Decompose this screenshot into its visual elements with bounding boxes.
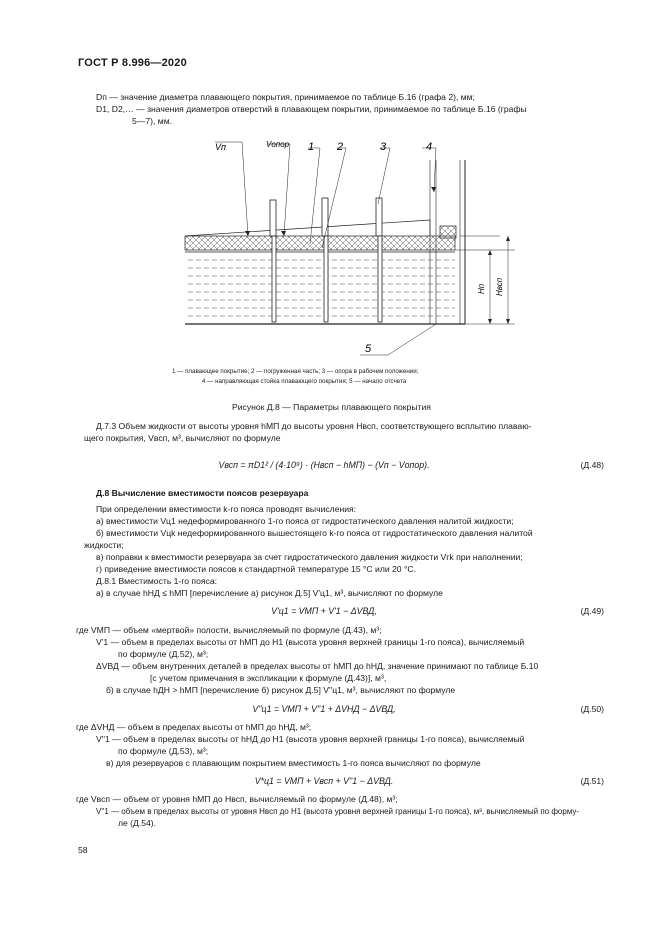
floating-cover (185, 236, 455, 250)
where51-l3: ле (Д.54). (118, 818, 157, 828)
where51-l2: V''1 — объем в пределах высоты от уровня Hвсп до H1 (высота уровня верхней границы 1-го пояса), м³, вычисляемый по форму- (96, 807, 580, 816)
where49-l6: б) в случае hДН > hМП [перечисление б) рисунок Д.5] V''ц1, м³, вычисляют по формуле (106, 685, 456, 695)
equation-d49 (84, 606, 604, 620)
document-header: ГОСТ Р 8.996—2020 (78, 57, 187, 69)
eq48-text: Vвсп = πD1² / (4·10⁹) · (Hвсп − hМП) − (Vп − Vопор). (218, 460, 430, 470)
where50-l3: по формуле (Д.53), м³; (118, 746, 209, 756)
equation-d51 (84, 776, 604, 790)
label-vopor: Vопор (266, 140, 290, 149)
eq49-text: V'ц1 = VМП + V'1 − ΔVВД, (271, 606, 377, 616)
where50-l1: где ΔVНД — объем в пределах высоты от hМП до hНД, м³; (76, 722, 312, 732)
label-hp: Hп (477, 283, 486, 294)
body-l4: жидкости; (84, 540, 124, 550)
figure-caption: Рисунок Д.8 — Параметры плавающего покрытия (232, 402, 431, 412)
where49-l1: где VМП — объем «мертвой» полости, вычисляемый по формуле (Д.43), м³; (76, 625, 382, 635)
figure-legend-1: 1 — плавающее покрытие; 2 — погруженная часть; 3 — опора в рабочем положении; (172, 368, 419, 375)
eq48-number: (Д.48) (580, 460, 604, 470)
section-d8-title: Д.8 Вычисление вместимости поясов резервуара (96, 488, 309, 498)
where49-l4: ΔVВД — объем внутренних деталей в пределах высоты от hМП до hНД, значение принимают по таблице Б.10 (96, 661, 539, 671)
where50-l4: в) для резервуаров с плавающим покрытием вместимость 1-го пояса вычисляют по формуле (106, 758, 481, 768)
body-l5: в) поправки к вместимости резервуара за счет гидростатического давления жидкости Vгk при наполнении; (96, 552, 523, 562)
page-number: 58 (78, 845, 88, 855)
eq50-text: V''ц1 = VМП + V''1 + ΔVНД − ΔVВД, (252, 704, 396, 714)
label-5: 5 (365, 343, 372, 355)
eq50-number: (Д.50) (580, 704, 604, 714)
intro-line-2: D1, D2,… — значения диаметров отверстий в плавающем покрытии, принимаемое по таблице Б.16 (графы (96, 104, 527, 114)
eq49-number: (Д.49) (580, 606, 604, 616)
floating-cover-diagram (160, 132, 530, 362)
where49-l5: [с учетом примечания в экспликации к формуле (Д.43)], м³, (150, 673, 387, 683)
body-l7: Д.8.1 Вместимость 1-го пояса: (96, 576, 217, 586)
where49-l3: по формуле (Д.52), м³; (118, 649, 209, 659)
equation-d48 (84, 452, 604, 478)
d73-line-1: Д.7.3 Объем жидкости от высоты уровня hМП до высоты уровня Hвсп, соответствующего всплытию плаваю- (96, 421, 532, 431)
d73-line-2: щего покрытия, Vвсп, м³, вычисляют по формуле (84, 433, 281, 443)
where50-l2: V''1 — объем в пределах высоты от hНД до H1 (высота уровня верхней границы 1-го пояса), вычисляемый (96, 734, 525, 744)
label-hvsp: Hвсп (495, 277, 504, 296)
body-l8: а) в случае hНД ≤ hМП [перечисление а) рисунок Д.5] V'ц1, м³, вычисляют по формуле (96, 588, 443, 598)
label-2: 2 (337, 141, 344, 153)
label-vp: Vп (215, 142, 226, 152)
where49-l2: V'1 — объем в пределах высоты от hМП до H1 (высота уровня верхней границы 1-го пояса), вычисляемый (96, 637, 525, 647)
equation-d50 (84, 704, 604, 718)
body-l6: г) приведение вместимости поясов к стандартной температуре 15 °С или 20 °С. (96, 564, 417, 574)
figure-legend-2: 4 — направляющая стойка плавающего покрытия; 5 — начало отсчета (202, 378, 407, 385)
eq51-text: V*ц1 = VМП + Vвсп + V''1 − ΔVВД. (254, 776, 394, 786)
body-l1: При определении вместимости k-го пояса проводят вычисления: (96, 504, 357, 514)
intro-line-1: Dп — значение диаметра плавающего покрытия, принимаемое по таблице Б.16 (графа 2), мм; (96, 92, 475, 102)
label-4: 4 (426, 141, 433, 153)
eq51-number: (Д.51) (580, 776, 604, 786)
label-1: 1 (308, 141, 315, 153)
body-l3: б) вместимости Vцk недеформированного вышестоящего k-го пояса от гидростатического давления налитой (96, 528, 533, 538)
label-3: 3 (380, 141, 387, 153)
where51-l1: где Vвсп — объем от уровня hМП до Hвсп, вычисляемый по формуле (Д.48), м³; (76, 794, 398, 804)
body-l2: а) вместимости Vц1 недеформированного 1-го пояса от гидростатического давления налитой жидкости; (96, 516, 514, 526)
intro-line-3: 5—7), мм. (132, 116, 172, 126)
